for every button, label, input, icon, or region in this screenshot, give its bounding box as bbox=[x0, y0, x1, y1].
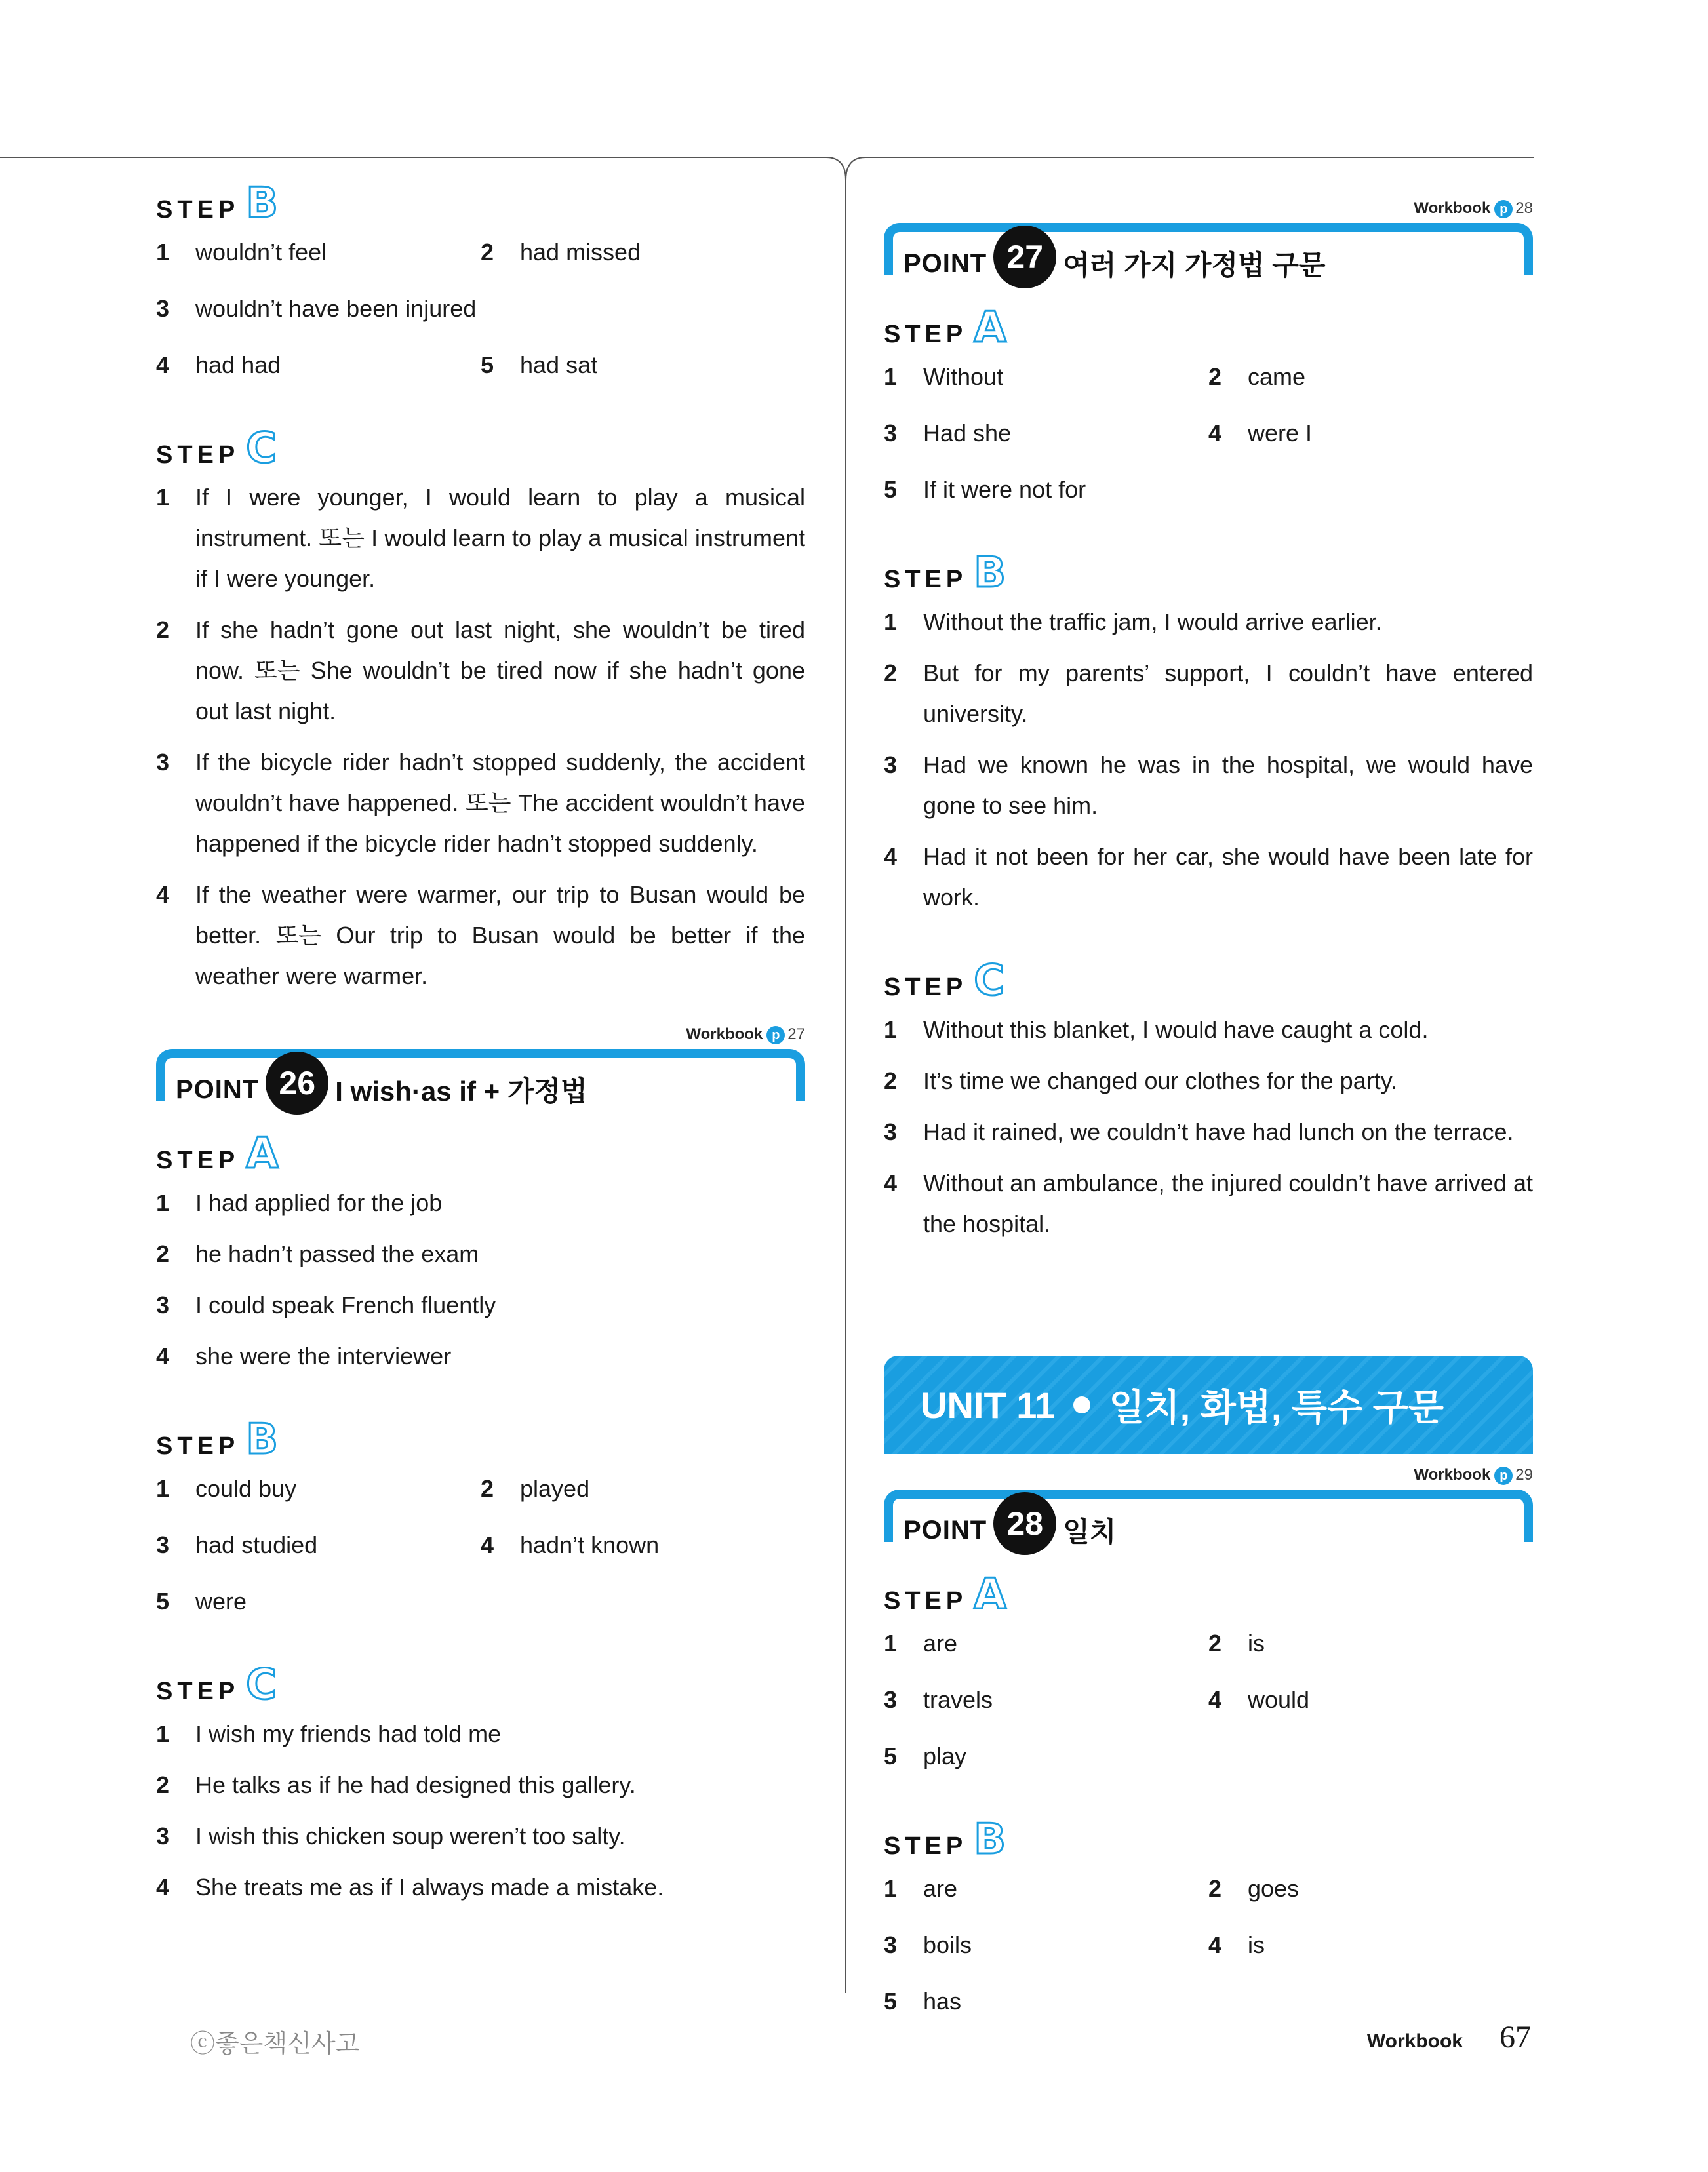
answer-item: 1 Without the traffic jam, I would arrive earlier. bbox=[884, 608, 1382, 635]
answer-item: 4 hadn’t known bbox=[481, 1531, 660, 1558]
answer-item: 3 wouldn’t have been injured bbox=[156, 295, 477, 322]
answer-item: 5 were bbox=[156, 1588, 247, 1615]
answer-item: 1 are bbox=[884, 1630, 958, 1657]
step-heading bbox=[156, 177, 805, 227]
step-letter-icon: C bbox=[974, 957, 1005, 1005]
answer-list bbox=[884, 602, 1533, 918]
page-badge-icon: p bbox=[1494, 200, 1513, 218]
answer-item: 3 had studied bbox=[156, 1531, 318, 1558]
unit-title: 일치, 화법, 특수 구문 bbox=[1109, 1387, 1444, 1428]
point-number: 26 bbox=[266, 1052, 328, 1115]
answer-item: 3 I wish this chicken soup weren’t too salty. bbox=[156, 1823, 626, 1849]
footer-workbook-label: Workbook bbox=[1366, 2030, 1463, 2052]
step-letter-icon: C bbox=[246, 424, 277, 473]
step-heading bbox=[156, 1659, 805, 1709]
answer-item: 2 played bbox=[481, 1475, 590, 1502]
step-a-section bbox=[884, 302, 1533, 510]
step-label: STEP bbox=[156, 1678, 240, 1705]
point-title: 일치 bbox=[1063, 1516, 1117, 1547]
copyright-text: ⓒ좋은책신사고 bbox=[190, 2030, 360, 2058]
step-c-section bbox=[884, 955, 1533, 1244]
point-28-section bbox=[884, 1463, 1533, 2022]
answer-item: 1 Without bbox=[884, 363, 1004, 390]
answer-item: 3 Had it rained, we couldn’t have had lunch on the terrace. bbox=[884, 1118, 1514, 1145]
answer-grid bbox=[156, 232, 805, 385]
answer-grid bbox=[156, 1469, 805, 1622]
step-letter-icon: B bbox=[974, 549, 1006, 597]
answer-item: 2 He talks as if he had designed this gallery. bbox=[156, 1771, 636, 1798]
step-letter-icon: B bbox=[974, 1815, 1006, 1864]
point-title: 여러 가지 가정법 구문 bbox=[1063, 250, 1326, 281]
answer-list bbox=[156, 1183, 805, 1377]
answer-item: 4 She treats me as if I always made a mistake. bbox=[156, 1874, 664, 1901]
step-letter-icon: C bbox=[246, 1661, 277, 1709]
point-header bbox=[884, 1490, 1533, 1547]
workbook-reference: Workbook p 27 bbox=[686, 1025, 805, 1043]
unit-label: UNIT 11 bbox=[921, 1384, 1056, 1426]
answer-item: 2 had missed bbox=[481, 239, 641, 266]
step-letter-icon: A bbox=[246, 1130, 279, 1178]
answer-list bbox=[156, 477, 805, 997]
step-label: STEP bbox=[156, 196, 240, 224]
unit-banner bbox=[884, 1356, 1533, 1454]
step-letter-icon: A bbox=[974, 1570, 1006, 1619]
bullet-dot-icon bbox=[1073, 1396, 1090, 1413]
answer-item: 2 came bbox=[1208, 363, 1306, 390]
point-number: 28 bbox=[993, 1492, 1056, 1555]
answer-item: 4 Had it not been for her car, she would have been late for work. bbox=[884, 843, 1533, 911]
answer-item: 5 has bbox=[884, 1988, 962, 2015]
answer-item: 1 If I were younger, I would learn to play a musical instrument. 또는 I would learn to play a musical instrument if I were younger. bbox=[156, 484, 805, 592]
step-label: STEP bbox=[156, 441, 240, 469]
answer-item: 4 she were the interviewer bbox=[156, 1343, 452, 1370]
step-heading bbox=[156, 1413, 805, 1464]
answer-item: 2 he hadn’t passed the exam bbox=[156, 1240, 479, 1267]
step-letter-icon: A bbox=[974, 304, 1006, 352]
answer-item: 2 It’s time we changed our clothes for the party. bbox=[884, 1067, 1398, 1094]
answer-list bbox=[884, 1010, 1533, 1244]
page-badge-icon: p bbox=[766, 1026, 785, 1044]
step-letter-icon: B bbox=[246, 179, 279, 227]
point-header bbox=[884, 223, 1533, 281]
step-b-section bbox=[884, 547, 1533, 918]
step-b-section bbox=[884, 1813, 1533, 2022]
answer-item: 1 wouldn’t feel bbox=[156, 239, 327, 266]
step-a-section bbox=[884, 1568, 1533, 1777]
step-heading bbox=[884, 302, 1533, 352]
point-header bbox=[156, 1049, 805, 1107]
answer-item: 4 were I bbox=[1208, 420, 1313, 446]
step-label: STEP bbox=[156, 1147, 240, 1174]
right-column bbox=[884, 197, 1533, 2022]
answer-item: 3 I could speak French fluently bbox=[156, 1292, 496, 1318]
point-label: POINT bbox=[176, 1075, 260, 1104]
answer-item: 2 If she hadn’t gone out last night, she wouldn’t be tired now. 또는 She wouldn’t be tired now if she hadn’t gone out last night. bbox=[156, 616, 805, 724]
answer-item: 2 is bbox=[1208, 1630, 1265, 1657]
answer-item: 1 are bbox=[884, 1875, 958, 1902]
answer-item: 5 If it were not for bbox=[884, 476, 1086, 503]
answer-item: 3 If the bicycle rider hadn’t stopped suddenly, the accident wouldn’t have happened. 또는 The accident wouldn’t have happened if the bicycle rider hadn’t stopped suddenly. bbox=[156, 749, 805, 857]
step-c-section bbox=[156, 422, 805, 997]
answer-item: 1 Without this blanket, I would have caught a cold. bbox=[884, 1016, 1429, 1043]
answer-item: 3 travels bbox=[884, 1686, 993, 1713]
answer-grid bbox=[884, 357, 1533, 510]
point-title: I wish·as if + 가정법 bbox=[335, 1076, 587, 1107]
answer-item: 5 had sat bbox=[481, 351, 598, 378]
step-b-section bbox=[156, 177, 805, 385]
page-number: 67 bbox=[1499, 2020, 1531, 2055]
step-label: STEP bbox=[884, 1587, 968, 1615]
step-label: STEP bbox=[156, 1432, 240, 1460]
step-b-section bbox=[156, 1413, 805, 1622]
workbook-reference: Workbook p 28 bbox=[1414, 199, 1533, 217]
point-26-section bbox=[156, 1023, 805, 1908]
step-heading bbox=[884, 955, 1533, 1005]
answer-item: 1 I wish my friends had told me bbox=[156, 1720, 502, 1747]
answer-item: 4 is bbox=[1208, 1931, 1265, 1958]
point-label: POINT bbox=[904, 1515, 987, 1545]
answer-item: 4 Without an ambulance, the injured couldn’t have arrived at the hospital. bbox=[884, 1170, 1533, 1237]
answer-item: 3 boils bbox=[884, 1931, 972, 1958]
answer-item: 3 Had she bbox=[884, 420, 1012, 446]
answer-item: 4 had had bbox=[156, 351, 281, 378]
step-heading bbox=[156, 422, 805, 473]
answer-item: 3 Had we known he was in the hospital, we would have gone to see him. bbox=[884, 751, 1533, 819]
point-label: POINT bbox=[904, 248, 987, 278]
answer-item: 1 I had applied for the job bbox=[156, 1189, 443, 1216]
step-a-section bbox=[156, 1128, 805, 1377]
step-heading bbox=[884, 547, 1533, 597]
point-number: 27 bbox=[993, 226, 1056, 288]
page-badge-icon: p bbox=[1494, 1467, 1513, 1485]
step-label: STEP bbox=[884, 566, 968, 593]
left-column bbox=[156, 177, 805, 1918]
step-label: STEP bbox=[884, 1832, 968, 1860]
answer-item: 2 goes bbox=[1208, 1875, 1300, 1902]
point-27-section bbox=[884, 197, 1533, 1244]
step-label: STEP bbox=[884, 974, 968, 1001]
answer-item: 2 But for my parents’ support, I couldn’t have entered university. bbox=[884, 660, 1533, 727]
answer-list bbox=[156, 1714, 805, 1908]
step-heading bbox=[884, 1813, 1533, 1864]
step-label: STEP bbox=[884, 321, 968, 348]
step-c-section bbox=[156, 1659, 805, 1908]
answer-grid bbox=[884, 1868, 1533, 2022]
step-heading bbox=[156, 1128, 805, 1178]
answer-item: 4 If the weather were warmer, our trip to Busan would be better. 또는 Our trip to Busan would be better if the weather were warmer. bbox=[156, 881, 805, 989]
workbook-reference: Workbook p 29 bbox=[1414, 1466, 1533, 1484]
step-letter-icon: B bbox=[246, 1415, 279, 1464]
answer-item: 1 could buy bbox=[156, 1475, 297, 1502]
step-heading bbox=[884, 1568, 1533, 1619]
answer-grid bbox=[884, 1623, 1533, 1777]
page-footer bbox=[1367, 2019, 1531, 2055]
answer-item: 5 play bbox=[884, 1743, 967, 1769]
answer-item: 4 would bbox=[1208, 1686, 1310, 1713]
